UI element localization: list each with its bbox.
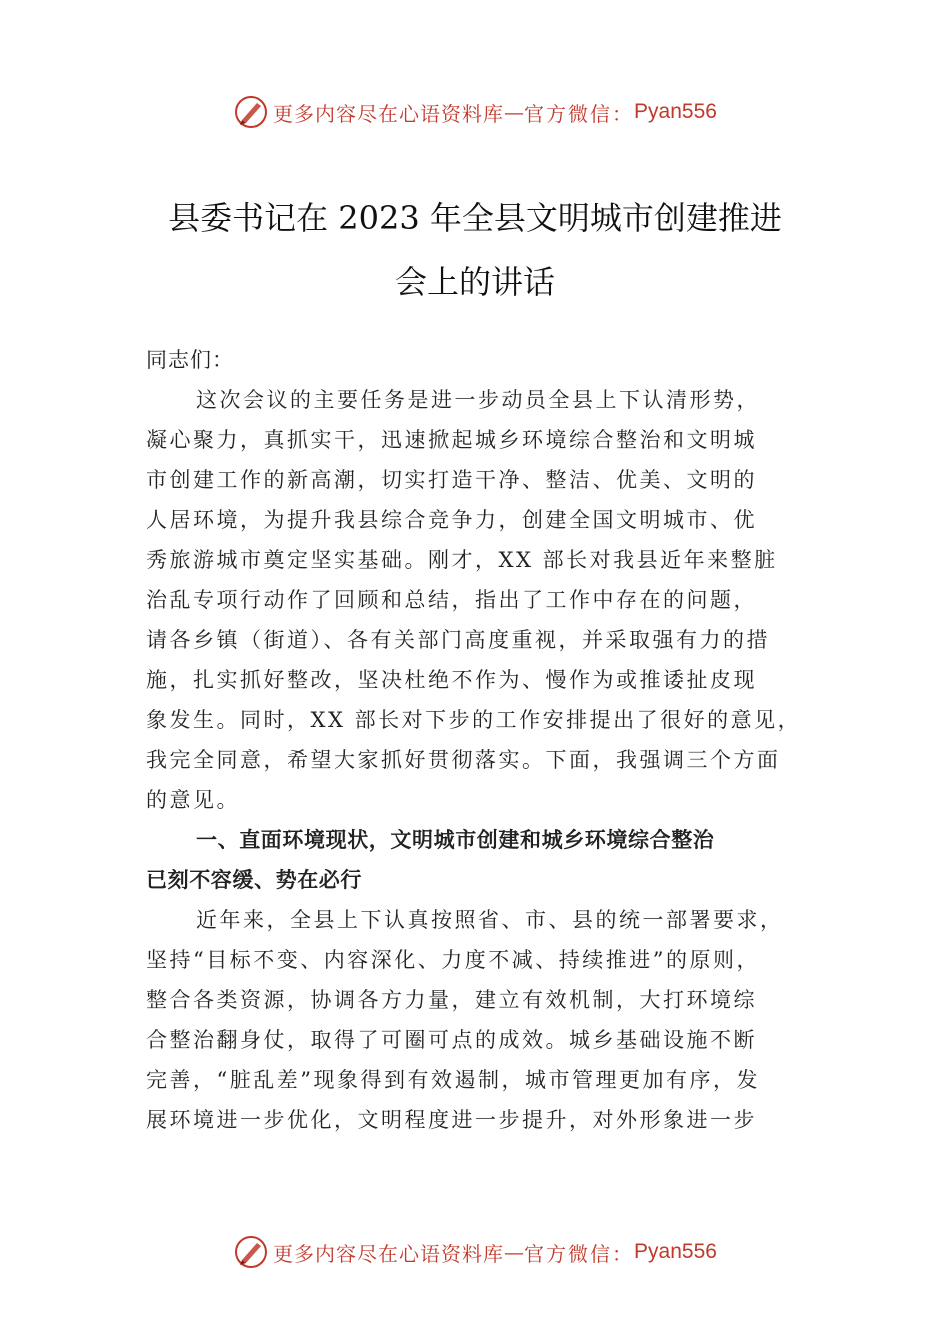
paragraph-line: 市创建工作的新高潮，切实打造干净、整洁、优美、文明的 [146,468,757,492]
section-heading: 已刻不容缓、势在必行 [146,868,362,892]
watermark-wechat-id: Pyan556 [634,100,717,123]
paragraph-line: 完善，“脏乱差”现象得到有效遏制，城市管理更加有序，发 [146,1068,760,1092]
watermark-text: 更多内容尽在心语资料库 [273,101,505,126]
paragraph-line: 展环境进一步优化，文明程度进一步提升，对外形象进一步 [146,1108,757,1132]
document-title [100,186,850,314]
paragraph-line: 请各乡镇（街道）、各有关部门高度重视，并采取强有力的措 [146,628,770,652]
salutation: 同志们： [146,348,234,372]
watermark-text: 更多内容尽在心语资料库 [273,1241,505,1266]
paragraph-line: 秀旅游城市奠定坚实基础。刚才，XX 部长对我县近年来整脏 [146,548,778,572]
document-body [146,340,846,1140]
paragraph-line: 施，扎实抓好整改，坚决杜绝不作为、慢作为或推诿扯皮现 [146,668,757,692]
title-line-2: 会上的讲话 [394,263,555,301]
watermark-label: 官方微信： [524,1241,635,1266]
footer-watermark [0,1232,950,1272]
pen-logo-icon [233,1234,269,1270]
paragraph-line: 凝心聚力，真抓实干，迅速掀起城乡环境综合整治和文明城 [146,428,757,452]
paragraph-line: 整合各类资源，协调各方力量，建立有效机制，大打环境综 [146,988,757,1012]
title-line-1: 县委书记在 2023 年全县文明城市创建推进 [168,199,782,237]
paragraph-line: 象发生。同时，XX 部长对下步的工作安排提出了很好的意见， [146,708,802,732]
watermark-wechat-id: Pyan556 [634,1240,717,1263]
watermark-separator: — [504,100,525,124]
header-watermark [0,92,950,132]
section-heading: 一、直面环境现状，文明城市创建和城乡环境综合整治 [196,828,715,852]
watermark-separator: — [504,1240,525,1264]
watermark-label: 官方微信： [524,101,635,126]
paragraph-line: 我完全同意，希望大家抓好贯彻落实。下面，我强调三个方面 [146,748,781,772]
paragraph-line: 人居环境，为提升我县综合竞争力，创建全国文明城市、优 [146,508,757,532]
paragraph-line: 近年来，全县上下认真按照省、市、县的统一部署要求， [196,908,784,932]
paragraph-line: 治乱专项行动作了回顾和总结，指出了工作中存在的问题， [146,588,757,612]
pen-logo-icon [233,94,269,130]
paragraph-line: 的意见。 [146,788,240,812]
paragraph-line: 坚持“目标不变、内容深化、力度不减、持续推进”的原则， [146,948,760,972]
paragraph-line: 合整治翻身仗，取得了可圈可点的成效。城乡基础设施不断 [146,1028,757,1052]
paragraph-line: 这次会议的主要任务是进一步动员全县上下认清形势， [196,388,760,412]
